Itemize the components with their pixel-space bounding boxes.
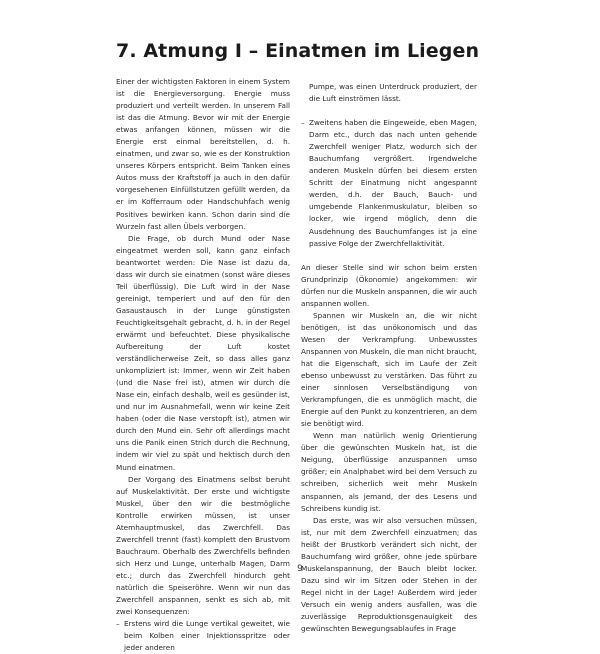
list-item: – Erstens wird die Lunge vertikal geweitet, wie beim Kolben einer Injektionsspritze oder jeder anderen bbox=[116, 618, 290, 654]
page-title: 7. Atmung I – Einatmen im Liegen bbox=[116, 40, 480, 62]
paragraph: An dieser Stelle sind wir schon beim ersten Grundprinzip (Ökonomie) angekommen: wir dürfen nur die Muskeln anspannen, die wir auch anspannen wollen. bbox=[301, 262, 477, 308]
page-number: 9 bbox=[297, 564, 303, 574]
paragraph: Der Vorgang des Einatmens selbst beruht auf Muskelaktivität. Der erste und wichtigste Muskel, über den wir die bestmögliche Kontrolle erwirken müssen, ist unser Atemhauptmuskel, das Zwerchfell. Das Zwerchfell trennt (fast) komplett den Brustvom Bauchraum. Oberhalb des Zwerchfells befinden sich Herz und Lunge, unterhalb Magen, Darm etc.; durch das Zwerchfell hindurch geht natürlich die Speiseröhre. Wenn wir nun das Zwerchfell anspannen, senkt es sich ab, mit zwei Konsequenzen: bbox=[116, 474, 290, 617]
paragraph: Die Frage, ob durch Mund oder Nase eingeatmet werden soll, kann ganz einfach beantwortet werden: Die Nase ist dazu da, dass wir durch sie einatmen (sonst wäre dieses Teil überflüssig). Die Luft wird in der Nase gereinigt, temperiert und auf den für den Gasaustausch in der Lunge günstigsten Feuchtigkeitsgehalt gebracht, d. h. in der Regel erwärmt und befeuchtet. Diese physikalische Aufbereitung der Luft kostet verständlicherweise Zeit, so dass alles ganz unkompliziert ist: Immer, wenn wir Zeit haben (und die Nase frei ist), atmen wir durch die Nase ein, einfach deshalb, weil es gesünder ist, und nur im Ausnahmefall, wenn wir keine Zeit haben (oder die Nase verstopft ist), atmen wir durch den Mund ein. Sehr oft allerdings macht uns die Panik einen Strich durch die Rechnung, indem wir viel zu spät und hektisch durch den Mund einatmen. bbox=[116, 233, 290, 472]
list-item: – Zweitens haben die Eingeweide, eben Magen, Darm etc., durch das nach unten gehende Zwerchfell weniger Platz, wodurch sich der Bauchumfang vergrößert. Irgendwelche anderen Muskeln dürfen bei diesem ersten Schritt der Einatmung nicht angespannt werden, d.h. der Bauch, Bauch- und umgebende Flankenmuskulatur, bleiben so locker, wie irgend möglich, denn die Ausdehnung des Bauchumfanges ist ja eine passive Folge der Zwerchfellaktivität. bbox=[301, 117, 477, 250]
paragraph: Einer der wichtigsten Faktoren in einem System ist die Energieversorgung. Energie muss produziert und verteilt werden. In unserem Fall ist das die Atmung. Bevor wir mit der Energie etwas anfangen können, müssen wir die Energie erst einmal bereitstellen, d. h. einatmen, und zwar so, wie es der Konstruktion unseres Körpers entspricht. Beim Tanken eines Autos muss der Kraftstoff ja auch in den dafür vorgesehenen Einfüllstutzen gefüllt werden, da er im Kofferraum oder Handschuhfach wenig Positives bewirken kann. Schon darin sind die Wurzeln fast allen Übels verborgen. bbox=[116, 77, 290, 231]
consequence-list bbox=[301, 117, 477, 250]
paragraph: Wenn man natürlich wenig Orientierung über die gewünschten Muskeln hat, ist die Neigung, überflüssige anzuspannen umso größer; ein Analphabet wird bei dem Versuch zu schreiben, sicherlich weit mehr Muskeln anspannen, als jemand, der des Lesens und Schreibens kundig ist. bbox=[301, 431, 477, 513]
paragraph: Das erste, was wir also versuchen müssen, ist, nur mit dem Zwerchfell einzuatmen; das heißt der Brustkorb verändert sich nicht, der Bauchumfang wird größer, ohne jede spürbare Muskelanspannung, der Bauch bleibt locker. Dazu sind wir im Sitzen oder Stehen in der Regel nicht in der Lage! Außerdem wird jeder Versuch ein wenig anders ausfallen, was die zuverlässige Reproduktionsgenauigkeit des gewünschten Bewegungsablaufes in Frage bbox=[301, 515, 477, 634]
paragraph: Spannen wir Muskeln an, die wir nicht benötigen, ist das unökonomisch und das Wesen der Verkrampfung. Unbewusstes Anspannen von Muskeln, die man nicht braucht, hat die Eigenschaft, sich im Laufe der Zeit ebenso unbewusst zu verstärken. Das führt zu einer sinnlosen Verselbständigung von Verkrampfungen, die es unmöglich macht, die Energie auf den Punkt zu konzentrieren, an dem sie benötigt wird. bbox=[301, 310, 477, 429]
list-item-continuation: Pumpe, was einen Unterdruck produziert, der die Luft einströmen lässt. bbox=[309, 82, 477, 104]
right-column bbox=[301, 81, 477, 635]
consequence-list bbox=[116, 618, 290, 654]
